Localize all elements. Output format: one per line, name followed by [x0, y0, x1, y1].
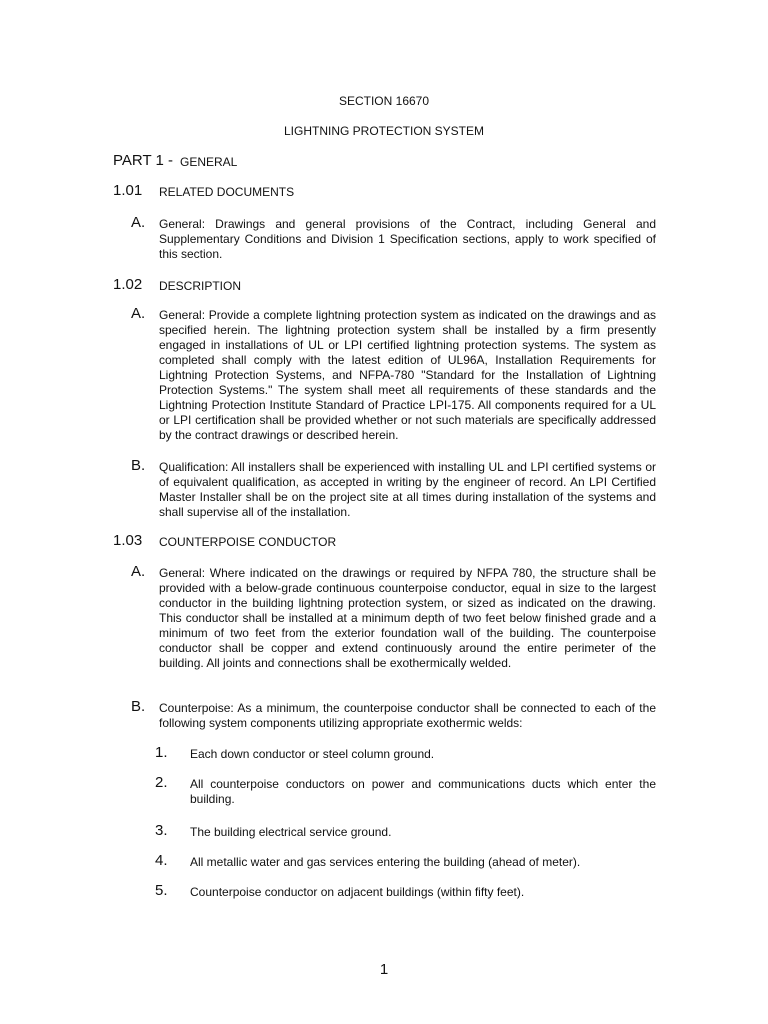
list-item-number: 4. — [155, 852, 168, 869]
part-title: GENERAL — [180, 155, 238, 169]
paragraph-letter: B. — [131, 457, 146, 474]
list-item: Counterpoise conductor on adjacent buildings (within fifty feet). — [190, 885, 525, 899]
part-label: PART 1 - — [113, 152, 174, 169]
section-1-01-heading: RELATED DOCUMENTS — [159, 185, 295, 199]
list-item: All counterpoise conductors on power and communications ducts which enter the building. — [190, 777, 656, 806]
paragraph-text: General: Where indicated on the drawings or required by NFPA 780, the structure shall be provided with a below-grade continuous counterpoise conductor, equal in size to the largest conductor in the building lightning protection system, or sized as indicated on the drawing. This conductor shall be installed at a minimum depth of two feet below finished grade and a minimum of two feet from the exterior foundation wall of the building. The counterpoise conductor shall be copper and extend continuously around the entire perimeter of the building. All joints and connections shall be exothermically welded. — [159, 566, 656, 670]
section-1-02-number: 1.02 — [113, 276, 143, 293]
paragraph-letter: A. — [131, 563, 146, 580]
list-item: Each down conductor or steel column ground. — [190, 747, 435, 761]
paragraph-letter: B. — [131, 698, 146, 715]
paragraph-letter: A. — [131, 305, 146, 322]
list-item-number: 3. — [155, 822, 168, 839]
paragraph-text: General: Drawings and general provisions of the Contract, including General and Supplementary Conditions and Division 1 Specification sections, apply to work specified of this section. — [159, 217, 656, 261]
list-item: The building electrical service ground. — [190, 825, 392, 839]
section-1-03-heading: COUNTERPOISE CONDUCTOR — [159, 535, 337, 549]
list-item-number: 1. — [155, 744, 168, 761]
paragraph-letter: A. — [131, 214, 146, 231]
section-1-03-number: 1.03 — [113, 532, 143, 549]
list-item-number: 5. — [155, 882, 168, 899]
list-item: All metallic water and gas services entering the building (ahead of meter). — [190, 855, 581, 869]
paragraph-text: General: Provide a complete lightning protection system as indicated on the drawings and as specified herein. The lightning protection system shall be installed by a firm presently engaged in installations of UL or LPI certified lightning protection systems. The system as completed shall comply with the latest edition of UL96A, Installation Requirements for Lightning Protection Systems, and NFPA-780 "Standard for the Installation of Lightning Protection Systems." The system shall meet all requirements of these standards and the Lightning Protection Institute Standard of Practice LPI-175. All components required for a UL or LPI certification shall be provided whether or not such materials are specifically addressed by the contract drawings or described herein. — [159, 308, 656, 442]
document-title: LIGHTNING PROTECTION SYSTEM — [283, 124, 484, 138]
section-1-01-number: 1.01 — [113, 182, 143, 199]
page-number: 1 — [379, 961, 389, 978]
list-item-number: 2. — [155, 774, 168, 791]
section-1-02-heading: DESCRIPTION — [159, 279, 242, 293]
paragraph-text: Qualification: All installers shall be experienced with installing UL and LPI certified systems or of equivalent qualification, as accepted in writing by the engineer of record. An LPI Certified Master Installer shall be on the project site at all times during installation of the systems and shall supervise all of the installation. — [159, 460, 656, 519]
paragraph-text: Counterpoise: As a minimum, the counterpoise conductor shall be connected to each of the following system components utilizing appropriate exothermic welds: — [159, 701, 656, 730]
section-number: SECTION 16670 — [338, 94, 430, 108]
